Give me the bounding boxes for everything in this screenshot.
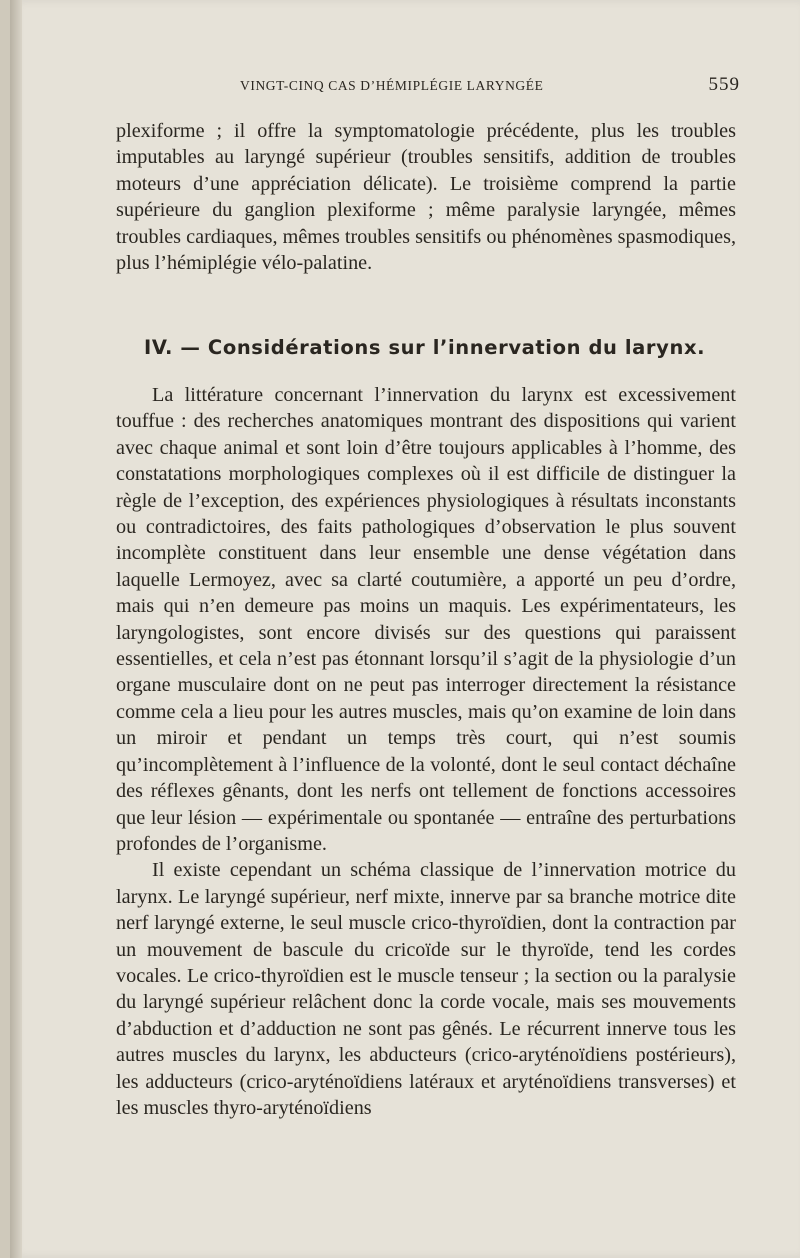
page-number: 559 <box>708 74 740 95</box>
continued-paragraph: plexiforme ; il offre la symptomatologie précédente, plus les troubles imputables au laryngé supérieur (troubles sensitifs, addition de troubles moteurs d’une appréciation délicate). Le troisième comprend la partie supérieure du ganglion plexiforme ; même paralysie laryngée, mêmes troubles cardiaques, mêmes troubles sensitifs ou phénomènes spasmodiques, plus l’hémiplégie vélo-palatine. <box>116 120 736 275</box>
section-body <box>116 382 736 1121</box>
continued-text-block <box>116 118 736 276</box>
running-title: VINGT-CINQ CAS D’HÉMIPLÉGIE LARYNGÉE <box>240 78 544 93</box>
section-heading: IV. — Considérations sur l’innervation du larynx. <box>144 336 706 359</box>
body-paragraph: Il existe cependant un schéma classique de l’innervation motrice du larynx. Le laryngé supérieur, nerf mixte, innerve par sa branche motrice dite nerf laryngé externe, le seul muscle crico-thyroïdien, dont la contraction par un mouvement de bascule du cricoïde sur le thyroïde, tend les cordes vocales. Le crico-thyroïdien est le muscle tenseur ; la section ou la paralysie du laryngé supérieur relâchent donc la corde vocale, mais ses mouvements d’abduction et d’adduction ne sont pas gênés. Le récurrent innerve tous les autres muscles du larynx, les abducteurs (crico-aryténoïdiens postérieurs), les adducteurs (crico-aryténoïdiens latéraux et aryténoïdiens transverses) et les muscles thyro-aryténoïdiens <box>116 859 736 1119</box>
page-header <box>230 74 750 98</box>
book-page <box>10 0 800 1258</box>
body-paragraph: La littérature concernant l’innervation du larynx est excessivement touffue : des recherches anatomiques montrant des dispositions qui varient avec chaque animal et sont loin d’être toujours applicables à l’homme, des constatations morphologiques complexes où il est difficile de distinguer la règle de l’exception, des expériences physiologiques à résultats inconstants ou contradictoires, des faits pathologiques d’observation le plus souvent incomplète constituent dans leur ensemble une dense végétation dans laquelle Lermoyez, avec sa clarté coutumière, a apporté un peu d’ordre, mais qui n’en demeure pas moins un maquis. Les expérimentateurs, les laryngologistes, sont encore divisés sur des questions qui paraissent essentielles, et cela n’est pas étonnant lorsqu’il s’agit de la physiologie d’un organe musculaire dont on ne peut pas interroger directement la résistance comme cela a lieu pour les autres muscles, mais qu’on examine de loin dans un miroir et pendant un temps très court, qui n’est soumis qu’incomplètement à l’influence de la volonté, dont le seul contact déchaîne des réflexes gênants, dont les nerfs ont tellement de fonctions accessoires que leur lésion — expérimentale ou spontanée — entraîne des perturbations profondes de l’organisme. <box>116 384 736 855</box>
page-gutter <box>10 0 22 1258</box>
